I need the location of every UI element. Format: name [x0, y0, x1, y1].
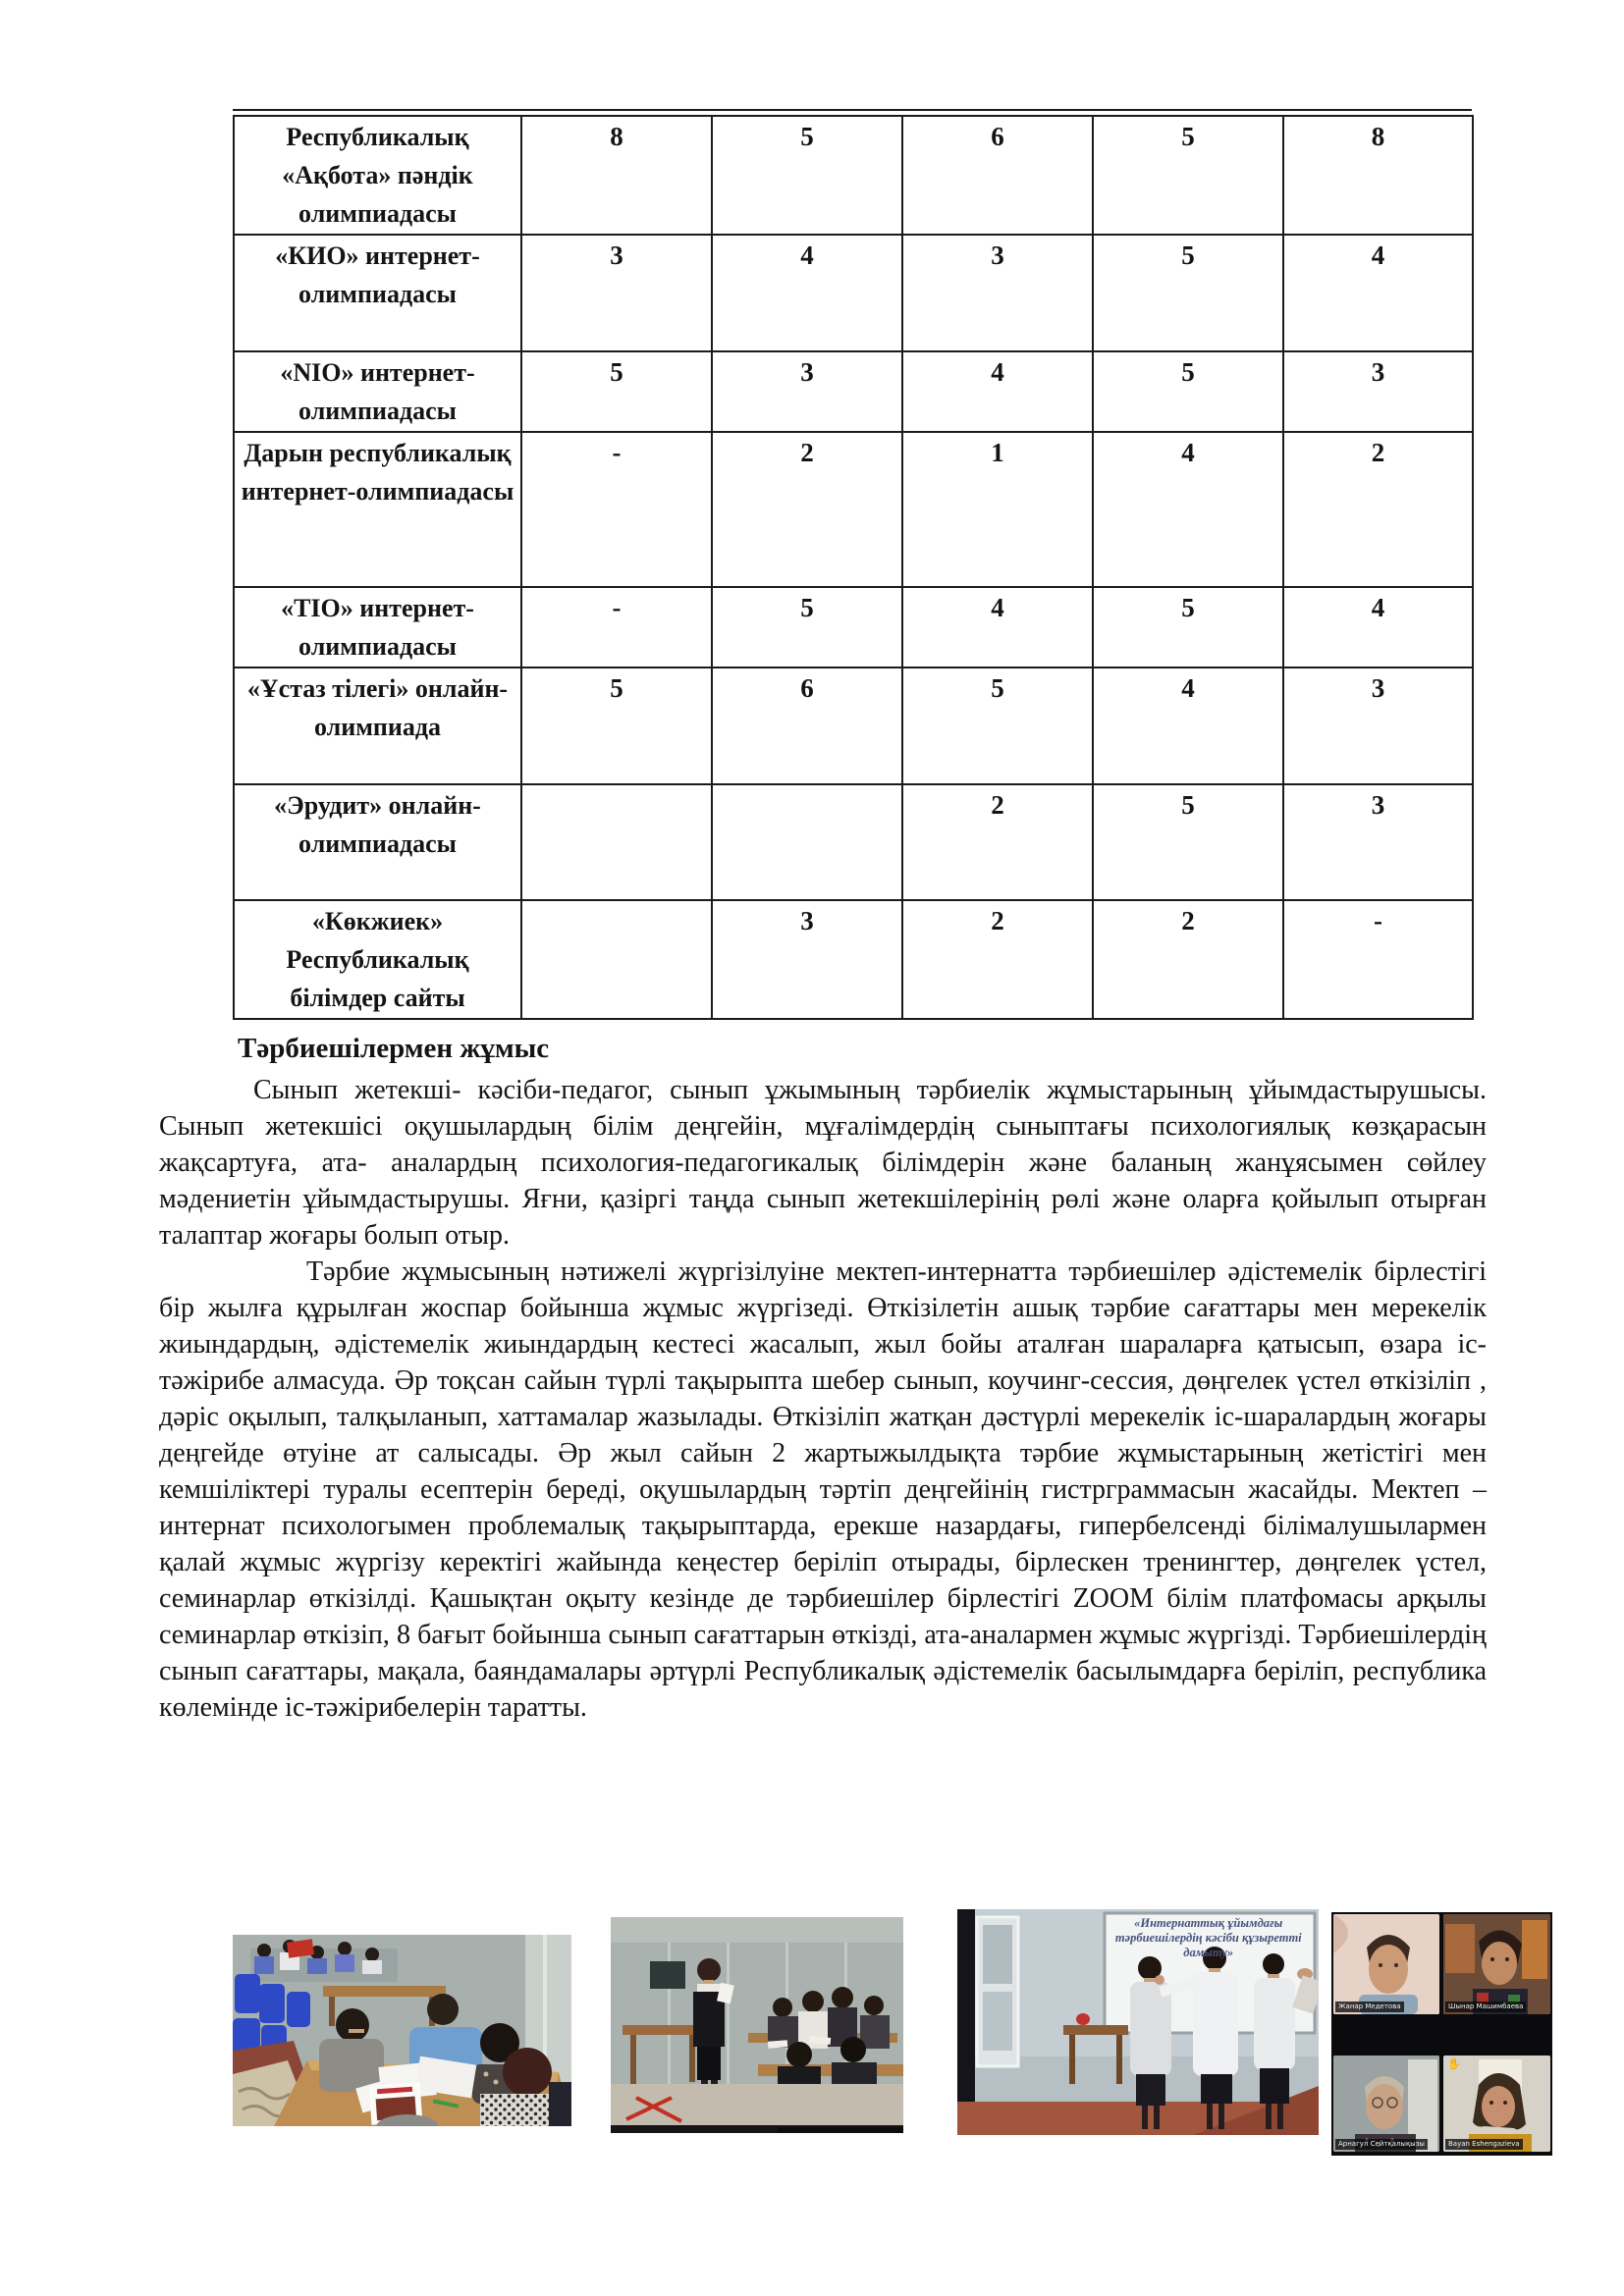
participant-name-label: Шынар Машимбаева: [1445, 2002, 1526, 2012]
row-header: «Ұстаз тілегі» онлайн-олимпиада: [234, 667, 521, 784]
result-cell: -: [521, 587, 712, 667]
participant-name-label: Bayan Eshengazieva: [1445, 2139, 1523, 2150]
result-cell: 5: [1093, 235, 1283, 351]
video-tile-1: [1333, 1914, 1439, 2014]
olympiad-table-body: [234, 116, 1473, 1019]
result-cell: 2: [712, 432, 902, 587]
row-header: «Көкжиек» Республикалық білімдер сайты: [234, 900, 521, 1019]
result-cell: 3: [712, 900, 902, 1019]
photo-video-call-grid: [1331, 1912, 1552, 2156]
result-cell: 8: [1283, 116, 1473, 235]
body-text: [159, 1029, 1487, 1726]
monitor: [650, 1961, 685, 1989]
table-row: [234, 116, 1473, 235]
result-cell: 8: [521, 116, 712, 235]
result-cell: 3: [1283, 667, 1473, 784]
result-cell: 6: [902, 116, 1093, 235]
photo-roundtable-session: [233, 1935, 571, 2126]
photo-whitecoats-seminar: [957, 1909, 1319, 2135]
photo-presentation-classroom: [611, 1917, 903, 2133]
result-cell: 5: [1093, 351, 1283, 432]
result-cell: 4: [1283, 587, 1473, 667]
table-row: [234, 432, 1473, 587]
table-row: [234, 351, 1473, 432]
result-cell: 5: [1093, 587, 1283, 667]
result-cell: 5: [712, 587, 902, 667]
row-header: Дарын республикалық интернет-олимпиадасы: [234, 432, 521, 587]
result-cell: 3: [1283, 351, 1473, 432]
olympiad-results-table: [233, 115, 1474, 1020]
table-row: [234, 900, 1473, 1019]
table-top-rule: [233, 109, 1472, 111]
video-tile-3: [1333, 2056, 1439, 2152]
result-cell: 5: [521, 351, 712, 432]
result-cell: 5: [1093, 784, 1283, 900]
result-cell: 3: [902, 235, 1093, 351]
result-cell: 4: [712, 235, 902, 351]
table-row: [234, 667, 1473, 784]
result-cell: 2: [1093, 900, 1283, 1019]
result-cell: [712, 784, 902, 900]
result-cell: [521, 900, 712, 1019]
row-header: «КИО» интернет-олимпиадасы: [234, 235, 521, 351]
result-cell: 4: [902, 351, 1093, 432]
participant-name-label: Жанар Медетова: [1335, 2002, 1404, 2012]
result-cell: 3: [521, 235, 712, 351]
table-row: [234, 235, 1473, 351]
video-tile-2: [1443, 1914, 1550, 2014]
result-cell: 5: [712, 116, 902, 235]
participant-name-label: Арнагул Сейтқалықызы: [1335, 2139, 1428, 2150]
result-cell: 4: [1093, 432, 1283, 587]
result-cell: 3: [1283, 784, 1473, 900]
raised-hand-icon: ✋: [1447, 2057, 1461, 2070]
row-header: «NIO» интернет-олимпиадасы: [234, 351, 521, 432]
table-row: [234, 784, 1473, 900]
result-cell: -: [521, 432, 712, 587]
result-cell: -: [1283, 900, 1473, 1019]
result-cell: 2: [902, 900, 1093, 1019]
row-header: Республикалық «Ақбота» пәндік олимпиадасы: [234, 116, 521, 235]
educator-right: [1254, 1953, 1295, 2129]
result-cell: 6: [712, 667, 902, 784]
row-header: «ТІО» интернет-олимпиадасы: [234, 587, 521, 667]
result-cell: 4: [1283, 235, 1473, 351]
result-cell: 1: [902, 432, 1093, 587]
dark-figure-edge: [957, 1909, 975, 2135]
result-cell: 5: [521, 667, 712, 784]
result-cell: [521, 784, 712, 900]
result-cell: 2: [1283, 432, 1473, 587]
result-cell: 3: [712, 351, 902, 432]
result-cell: 4: [1093, 667, 1283, 784]
section-heading: Тәрбиешілермен жұмыс: [238, 1033, 550, 1064]
table-row: [234, 587, 1473, 667]
row-header: «Эрудит» онлайн-олимпиадасы: [234, 784, 521, 900]
paragraph-class-teachers: Сынып жетекші- кәсіби-педагог, сынып ұжымының тәрбиелік жұмыстарының ұйымдастырушысы. Сынып жетекшісі оқушылардың білім деңгейін, мұғалімдердің сыныптағы психологиялық көзқарасын жақсартуға, ата- аналардың психология-педагогикалық білімдерін және баланың жанұясымен сөйлеу мәдениетін ұйымдастырушы. Яғни, қазіргі таңда сынып жетекшілерінің рөлі және оларға қойылып отырған талаптар жоғары болып отыр.: [159, 1075, 1487, 1251]
video-tile-4: [1443, 2056, 1550, 2152]
result-cell: 4: [902, 587, 1093, 667]
paragraph-educators-work: Тәрбие жұмысының нәтижелі жүргізілуіне мектеп-интернатта тәрбиешілер әдістемелік бірлестігі бір жылға құрылған жоспар бойынша жұмыс жүргізеді. Өткізілетін ашық тәрбие сағаттары мен мерекелік жиындардың, әдістемелік жиындардың кестесі жасалып, жыл бойы аталған шараларға қатысып, өзара іс-тәжірибе алмасуда. Әр тоқсан сайын түрлі тақырыпта шебер сынып, коучинг-сессия, дөңгелек үстел өткізіліп , дәріс оқылып, талқыланып, хаттамалар жазылады. Өткізіліп жатқан дәстүрлі мерекелік іс-шаралардың жоғары деңгейде өтуіне ат салысады. Әр жыл сайын 2 жартыжылдықта тәрбие жұмыстарының жетістігі мен кемшіліктері туралы есептерін береді, оқушылардың тәртіп деңгейінің гистрграммасын жасайды. Мектеп –интернат психологымен проблемалық тақырыптарда, ерекше назардағы, гипербелсенді білімалушылармен қалай жұмыс жүргізу керектігі жайында кеңестер беріліп отырады, бірлескен тренингтер, дөңгелек үстел, семинарлар өткізілді. Қашықтан оқыту кезінде де тәрбиешілер бірлестігі ZOOM білім платфомасы арқылы семинарлар өткізіп, 8 бағыт бойынша сынып сағаттарын өткізді, ата-аналармен жұмыс жүргізді. Тәрбиешілердің сынып сағаттары, мақала, баяндамалары әртүрлі Республикалық әдістемелік басылымдарға беріліп, республика көлемінде іс-тәжірибелерін таратты.: [159, 1256, 1487, 1723]
result-cell: 5: [1093, 116, 1283, 235]
result-cell: 2: [902, 784, 1093, 900]
screen-title-text: «Интернаттық ұйымдағы тәрбиешілердің кәсіби құзыретті дамыту»: [1114, 1915, 1302, 1959]
result-cell: 5: [902, 667, 1093, 784]
